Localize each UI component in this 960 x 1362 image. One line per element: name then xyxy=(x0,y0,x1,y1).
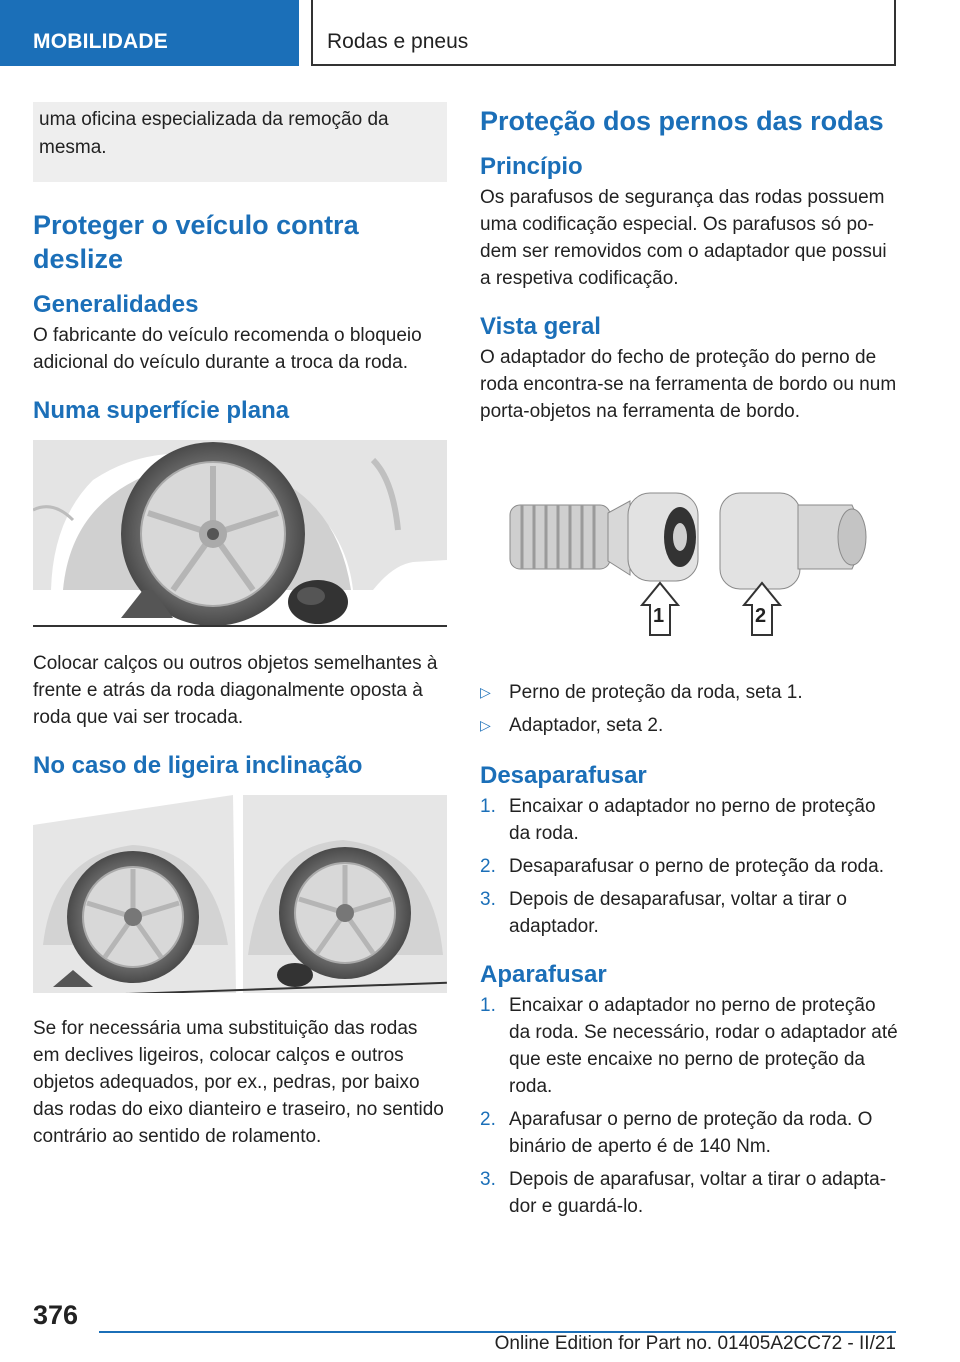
arrow-1-label: 1 xyxy=(653,605,665,627)
arrow-2-label: 2 xyxy=(755,605,767,627)
heading-slight-slope: No caso de ligeira inclinação xyxy=(33,752,363,779)
list-item: 1. Encaixar o adaptador no perno de proteção da roda. xyxy=(480,796,876,844)
lock-bolt-illustration xyxy=(480,455,898,655)
overview-text: O adaptador do fecho de proteção do perno de roda encontra-se na ferramenta de bordo ou num porta-objetos na ferramenta de bordo. xyxy=(480,347,897,422)
list-item: 1. Encaixar o adaptador no perno de proteção da roda. Se necessário, rodar o adaptador até que este encaixe no perno de proteção da roda. xyxy=(480,995,898,1097)
list-item: 3. Depois de aparafusar, voltar a tirar o adapta-dor e guardá-lo. xyxy=(480,1169,887,1217)
unscrew-steps xyxy=(480,793,898,940)
heading-overview: Vista geral xyxy=(480,313,601,340)
heading-general: Generalidades xyxy=(33,291,199,318)
note-box: uma oficina especializada da remoção da mesma. xyxy=(33,102,447,182)
triangle-bullet-icon: ▷ xyxy=(480,717,491,733)
list-item: ▷ Perno de proteção da roda, seta 1. xyxy=(480,679,898,706)
heading-unscrew: Desaparafusar xyxy=(480,762,647,789)
heading-prevent-slide: Proteger o veículo contra deslize xyxy=(33,210,359,274)
slope-text: Se for necessária uma substituição das rodas em declives ligeiros, colocar calços e outros objetos adequados, por ex., pedras, por baixo das rodas do eixo dianteiro e traseiro, no sentido contrário ao sentido de rolamento. xyxy=(33,1018,444,1147)
slope-illustration xyxy=(33,795,447,993)
principle-text: Os parafusos de segurança das rodas possuem uma codificação especial. Os parafusos só po-dem ser removidos com o adaptador que possui a respetiva codificação. xyxy=(480,187,887,289)
edition-info: Online Edition for Part no. 01405A2CC72 - II/21 xyxy=(494,1333,896,1354)
list-item: ▷ Adaptador, seta 2. xyxy=(480,712,898,739)
page-number: 376 xyxy=(33,1300,79,1330)
left-column xyxy=(33,102,447,1150)
right-column xyxy=(480,102,898,1226)
heading-wheel-lock: Proteção dos pernos das rodas xyxy=(480,106,884,136)
flat-surface-illustration xyxy=(33,440,447,628)
screw-steps xyxy=(480,992,898,1220)
flat-surface-text: Colocar calços ou outros objetos semelhantes à frente e atrás da roda diagonalmente oposta à roda que vai ser trocada. xyxy=(33,653,438,728)
section-tab: MOBILIDADE xyxy=(0,0,299,66)
heading-screw: Aparafusar xyxy=(480,961,607,988)
page-header xyxy=(0,0,960,66)
triangle-bullet-icon: ▷ xyxy=(480,684,491,700)
chapter-title: Rodas e pneus xyxy=(311,0,896,66)
heading-principle: Princípio xyxy=(480,153,583,180)
list-item: 3. Depois de desaparafusar, voltar a tirar o adaptador. xyxy=(480,889,847,937)
list-item: 2. Desaparafusar o perno de proteção da roda. xyxy=(480,856,884,877)
overview-list xyxy=(480,679,898,739)
list-item: 2. Aparafusar o perno de proteção da roda. O binário de aperto é de 140 Nm. xyxy=(480,1109,873,1157)
ground-line xyxy=(33,625,447,627)
heading-flat-surface: Numa superfície plana xyxy=(33,397,290,424)
general-text: O fabricante do veículo recomenda o bloqueio adicional do veículo durante a troca da roda. xyxy=(33,325,422,373)
